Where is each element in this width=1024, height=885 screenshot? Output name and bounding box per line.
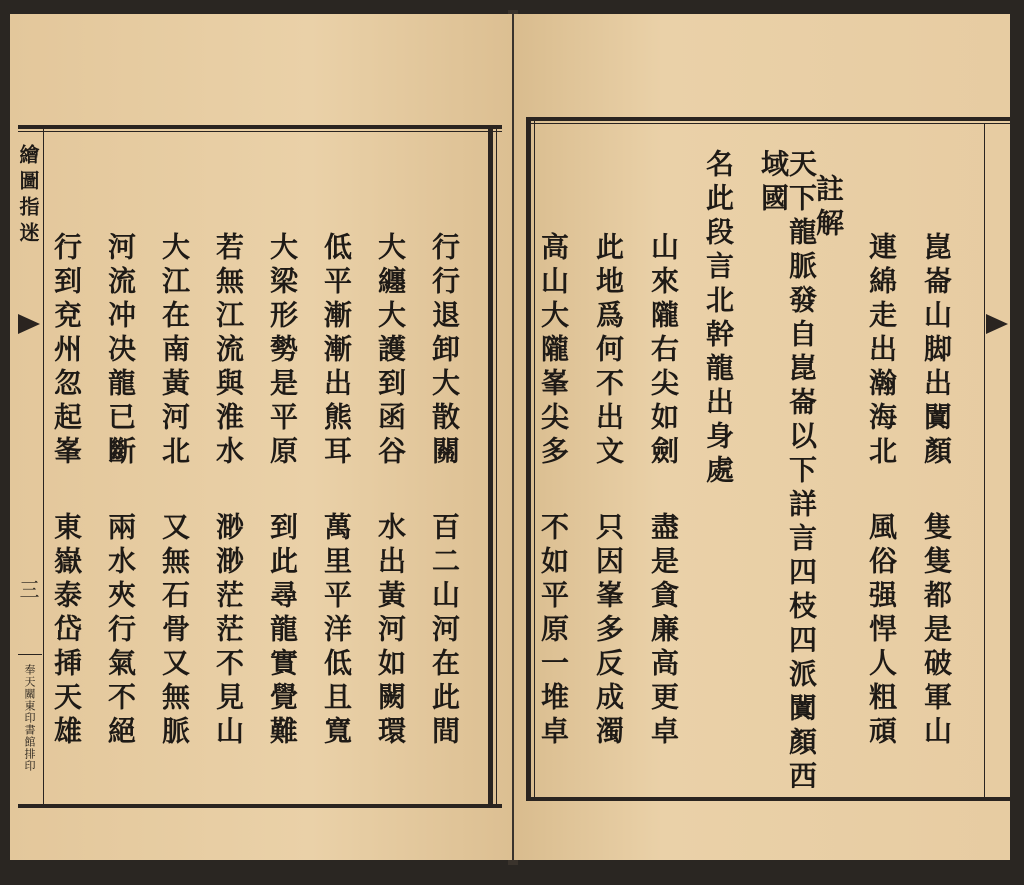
page-number: 三 xyxy=(16,579,40,605)
verse-line-top: 行行退卸大散關 xyxy=(428,232,461,470)
fishtail-mark xyxy=(18,314,40,334)
verse-line-bottom: 風俗强悍人粗頑 xyxy=(865,512,898,750)
margin-column-line xyxy=(43,129,44,804)
verse-line-bottom: 隻隻都是破軍山 xyxy=(920,512,953,750)
verse-line-bottom: 水出黃河如闕環 xyxy=(374,512,407,750)
verse-line-top: 若無江流與淮水 xyxy=(212,232,245,470)
printer-imprint: 奉天關東印書館排印 xyxy=(23,664,36,772)
verse-line-top: 山來隴右尖如劍 xyxy=(647,232,680,470)
commentary-line: 天下龍脈發自崑崙以下詳言四枝四派闐顏西域國 xyxy=(757,149,818,795)
verse-line-bottom: 盡是貪廉高更卓 xyxy=(647,512,680,750)
printer-divider xyxy=(18,654,42,655)
verse-line-bottom: 東嶽泰岱揷天雄 xyxy=(50,512,83,750)
top-border-inner xyxy=(18,131,502,132)
fishtail-mark xyxy=(986,314,1008,334)
verse-line-top: 大江在南黃河北 xyxy=(158,232,191,470)
left-border-inner xyxy=(534,117,535,801)
top-border xyxy=(526,117,1010,121)
verse-line-bottom: 百二山河在此間 xyxy=(428,512,461,750)
verse-line-top: 崑崙山脚出闐顏 xyxy=(920,232,953,470)
left-border xyxy=(526,117,531,801)
left-page xyxy=(10,14,512,860)
verse-line-bottom: 只因峯多反成濁 xyxy=(592,512,625,750)
margin-column-line xyxy=(984,124,985,797)
verse-line-bottom: 萬里平洋低且寬 xyxy=(320,512,353,750)
verse-line-bottom: 又無石骨又無脈 xyxy=(158,512,191,750)
top-border xyxy=(18,125,502,129)
right-page xyxy=(514,14,1010,860)
verse-line-top: 高山大隴峯尖多 xyxy=(537,232,570,470)
top-border-inner xyxy=(526,123,1010,124)
verse-line-top: 大纏大護到函谷 xyxy=(374,232,407,470)
verse-line-top: 低平漸漸出熊耳 xyxy=(320,232,353,470)
verse-line-bottom: 到此尋龍實覺難 xyxy=(266,512,299,750)
verse-line-bottom: 不如平原一堆卓 xyxy=(537,512,570,750)
verse-line-top: 大梁形勢是平原 xyxy=(266,232,299,470)
right-border-inner xyxy=(496,125,497,808)
verse-line-top: 行到兗州忽起峯 xyxy=(50,232,83,470)
bottom-border xyxy=(18,804,502,808)
verse-line-bottom: 渺渺茫茫不見山 xyxy=(212,512,245,750)
verse-line-top: 此地爲何不出文 xyxy=(592,232,625,470)
commentary-heading: 註解 xyxy=(812,174,845,242)
verse-line-bottom: 兩水夾行氣不絕 xyxy=(104,512,137,750)
verse-line-top: 河流冲决龍已斷 xyxy=(104,232,137,470)
verse-line-top: 連綿走出瀚海北 xyxy=(865,232,898,470)
book-title: 繪圖指迷 xyxy=(16,144,40,248)
commentary-line: 名此段言北幹龍出身處 xyxy=(702,149,735,489)
right-border xyxy=(488,125,493,808)
